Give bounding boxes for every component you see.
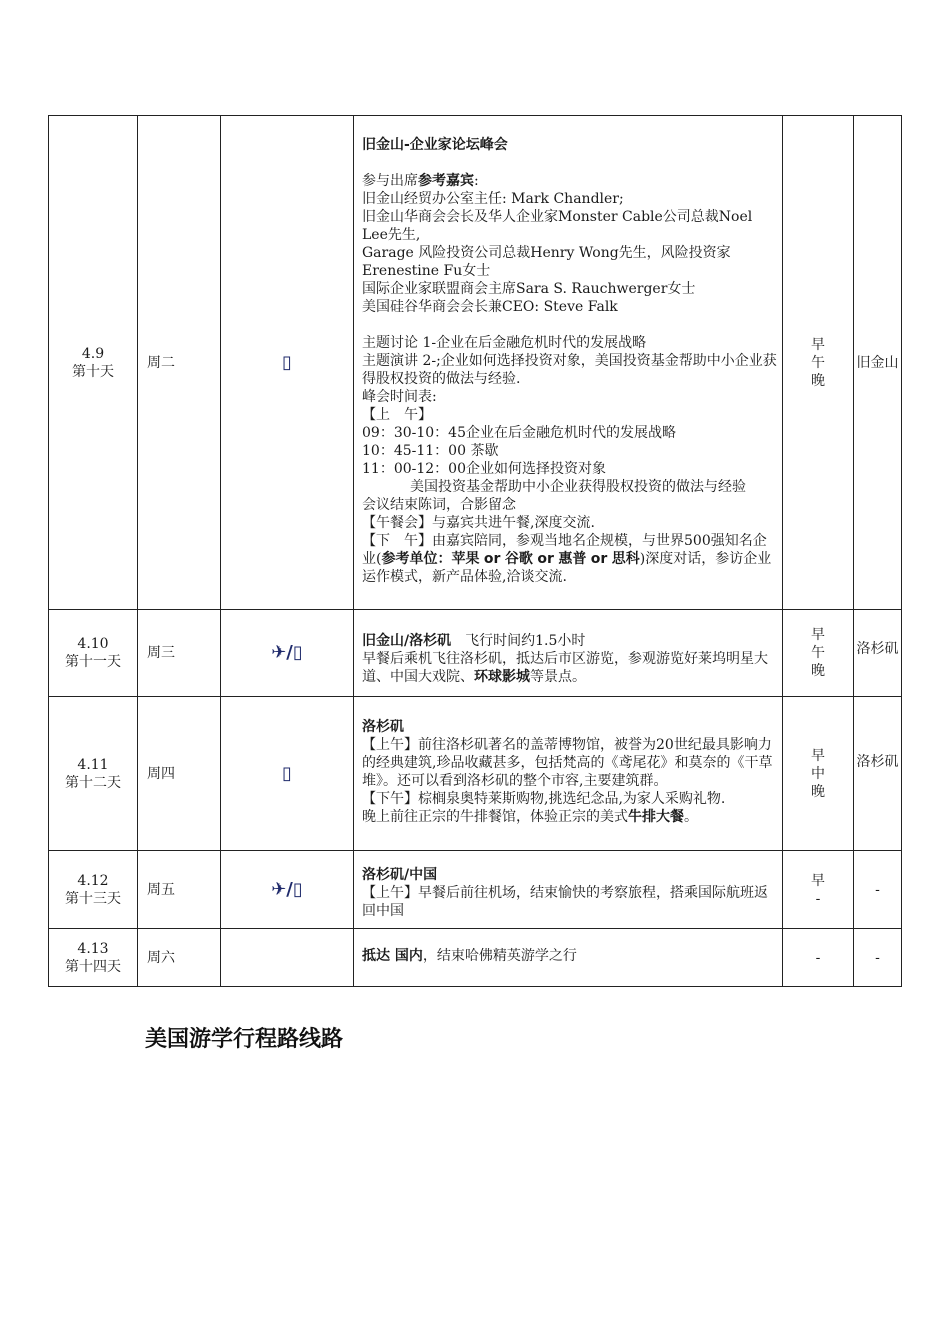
itinerary-content: [354, 116, 783, 610]
weekday: 周五: [138, 851, 221, 929]
day-number: 第十一天: [65, 654, 121, 670]
weekday: 周六: [138, 929, 221, 987]
weekday: 周二: [138, 116, 221, 610]
itinerary-row: [49, 610, 902, 697]
itinerary-table: [48, 115, 902, 987]
evening-line: 晚上前往正宗的牛排餐馆，体验正宗的美式牛排大餐。: [362, 808, 698, 825]
afternoon-line: 【下 午】由嘉宾陪同，参观当地名企规模，与世界500强知名企业(参考单位：苹果 or 谷歌 or 惠普 or 思科)深度对话，参访企业运作模式，新产品体验,洽谈交流.: [362, 532, 772, 585]
weekday: 周三: [138, 610, 221, 697]
date-cell: [49, 697, 138, 851]
guest-line: Garage 风险投资公司总裁Henry Wong先生，风险投资家Erenestine Fu女士: [362, 244, 731, 279]
transport-icon: ▯: [221, 697, 354, 851]
guest-line: 国际企业家联盟商会主席Sara S. Rauchwerger女士: [362, 280, 696, 297]
date-cell: [49, 610, 138, 697]
itinerary-row: [49, 929, 902, 987]
itinerary-content: [354, 697, 783, 851]
meals: 早 -: [783, 851, 854, 929]
meals: -: [783, 929, 854, 987]
day-title: 洛杉矶: [362, 718, 404, 735]
section-title: 美国游学行程路线路: [145, 1027, 344, 1052]
date: 4.10: [77, 636, 109, 652]
date: 4.13: [77, 940, 109, 957]
day-number: 第十三天: [65, 890, 121, 907]
transport-icon: ✈/▯: [221, 610, 354, 697]
arrival-line: 抵达 国内，结束哈佛精英游学之行: [362, 947, 577, 964]
day-number: 第十天: [72, 363, 114, 380]
day-number: 第十四天: [65, 958, 121, 975]
schedule-item: 09：30-10：45企业在后金融危机时代的发展战略: [362, 424, 676, 441]
day-number: 第十二天: [65, 774, 121, 791]
guests-intro: 参与出席参考嘉宾:: [362, 172, 479, 189]
itinerary-content: [354, 610, 783, 697]
morning-line: 【上午】前往洛杉矶著名的盖蒂博物馆，被誉为20世纪最具影响力的经典建筑,珍品收藏甚多，包括梵高的《鸢尾花》和莫奈的《干草堆》。还可以看到洛杉矶的整个市容,主要建筑群。: [362, 736, 773, 789]
date-cell: [49, 116, 138, 610]
transport-icon: ▯: [221, 116, 354, 610]
weekday: 周四: [138, 697, 221, 851]
date: 4.9: [81, 345, 105, 362]
lunch-line: 【午餐会】与嘉宾共进午餐,深度交流.: [362, 514, 595, 531]
meals: 早 午 晚: [783, 610, 854, 697]
hotel-city: -: [854, 929, 902, 987]
date-cell: [49, 851, 138, 929]
topic-2: 主题演讲 2-;企业如何选择投资对象，美国投资基金帮助中小企业获得股权投资的做法与经验.: [362, 352, 777, 387]
schedule-item: 11：00-12：00企业如何选择投资对象: [362, 460, 606, 477]
hotel-city: 洛杉矶: [854, 610, 902, 697]
day-title-line: 旧金山/洛杉矶 飞行时间约1.5小时: [362, 633, 586, 649]
morning-line: 【上午】早餐后前往机场，结束愉快的考察旅程，搭乘国际航班返回中国: [362, 884, 768, 919]
hotel-city: -: [854, 851, 902, 929]
schedule-item: 美国投资基金帮助中小企业获得股权投资的做法与经验: [410, 478, 746, 495]
itinerary-row: [49, 697, 902, 851]
day-description: 早餐后乘机飞往洛杉矶，抵达后市区游览，参观游览好莱坞明星大道、中国大戏院、环球影城等景点。: [362, 651, 768, 685]
transport-icon: [221, 929, 354, 987]
transport-icon: ✈/▯: [221, 851, 354, 929]
topic-1: 主题讨论 1-企业在后金融危机时代的发展战略: [362, 334, 647, 351]
meals: 早 午 晚: [783, 116, 854, 610]
morning-label: 【上 午】: [362, 406, 432, 423]
itinerary-content: [354, 851, 783, 929]
hotel-city: 洛杉矶: [854, 697, 902, 851]
schedule-label: 峰会时间表:: [362, 388, 437, 405]
day-title: 旧金山-企业家论坛峰会: [362, 136, 508, 153]
guest-line: 旧金山华商会会长及华人企业家Monster Cable公司总裁Noel Lee先生,: [362, 208, 753, 243]
itinerary-row: [49, 851, 902, 929]
afternoon-line: 【下午】棕榈泉奥特莱斯购物,挑选纪念品,为家人采购礼物.: [362, 790, 726, 807]
guest-line: 旧金山经贸办公室主任: Mark Chandler;: [362, 190, 624, 207]
itinerary-row: [49, 116, 902, 610]
itinerary-content: [354, 929, 783, 987]
date: 4.12: [77, 872, 109, 889]
schedule-item: 10：45-11：00 茶歇: [362, 442, 499, 459]
hotel-city: 旧金山: [854, 116, 902, 610]
day-title: 洛杉矶/中国: [362, 866, 438, 883]
date: 4.11: [77, 756, 109, 773]
guest-line: 美国硅谷华商会会长兼CEO: Steve Falk: [362, 298, 618, 315]
date-cell: [49, 929, 138, 987]
meals: 早 中 晚: [783, 697, 854, 851]
closing-remarks: 会议结束陈词，合影留念: [362, 496, 516, 513]
